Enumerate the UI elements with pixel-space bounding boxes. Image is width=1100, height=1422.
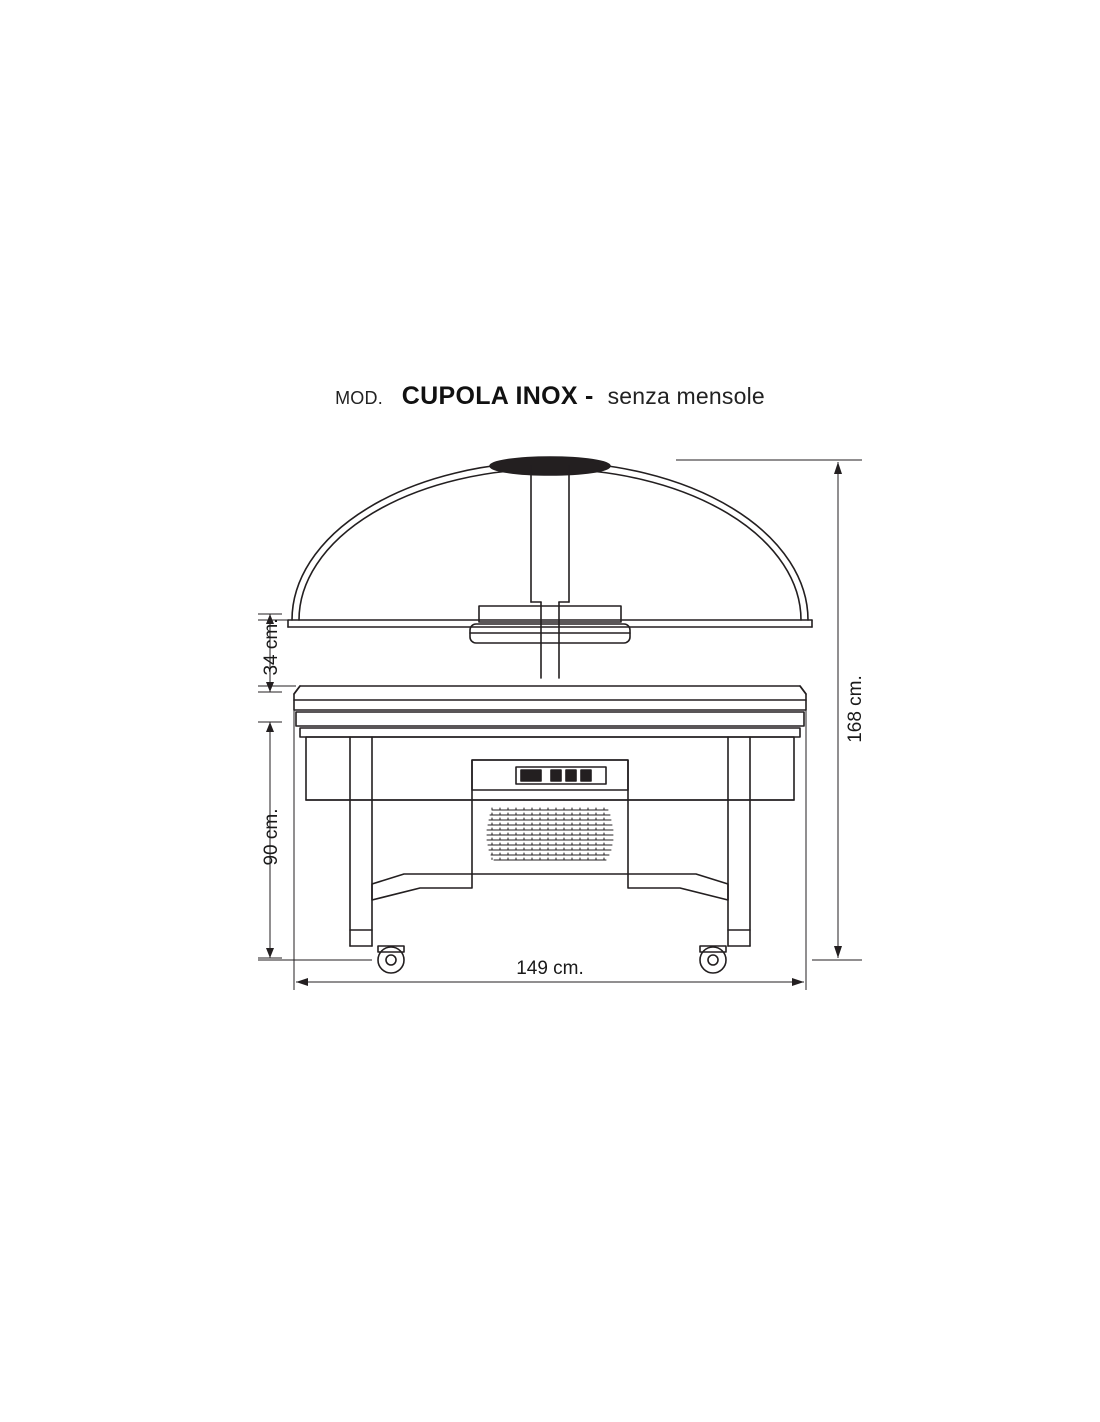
- caster-right: [700, 946, 726, 973]
- dimension-label-dome-height: 34 cm.: [261, 618, 282, 676]
- dimension-label-total-height: 168 cm.: [845, 675, 866, 743]
- counter-top: [294, 686, 806, 737]
- control-panel: [516, 767, 606, 784]
- title-suffix: senza mensole: [607, 383, 765, 409]
- title-prefix: MOD.: [335, 388, 383, 408]
- machine-housing: [472, 760, 628, 874]
- dome-center-post: [531, 466, 569, 678]
- title-model: CUPOLA INOX -: [401, 382, 594, 410]
- dimension-label-width: 149 cm.: [516, 958, 584, 979]
- ventilation-grille: [486, 806, 613, 866]
- dimension-label-cabinet-height: 90 cm.: [261, 808, 282, 866]
- glass-dome: [288, 462, 812, 627]
- dome-top-cap: [490, 457, 610, 475]
- dome-collar-ring: [470, 606, 630, 643]
- leg-right: [628, 737, 750, 946]
- leg-left: [350, 737, 472, 946]
- caster-left: [378, 946, 404, 973]
